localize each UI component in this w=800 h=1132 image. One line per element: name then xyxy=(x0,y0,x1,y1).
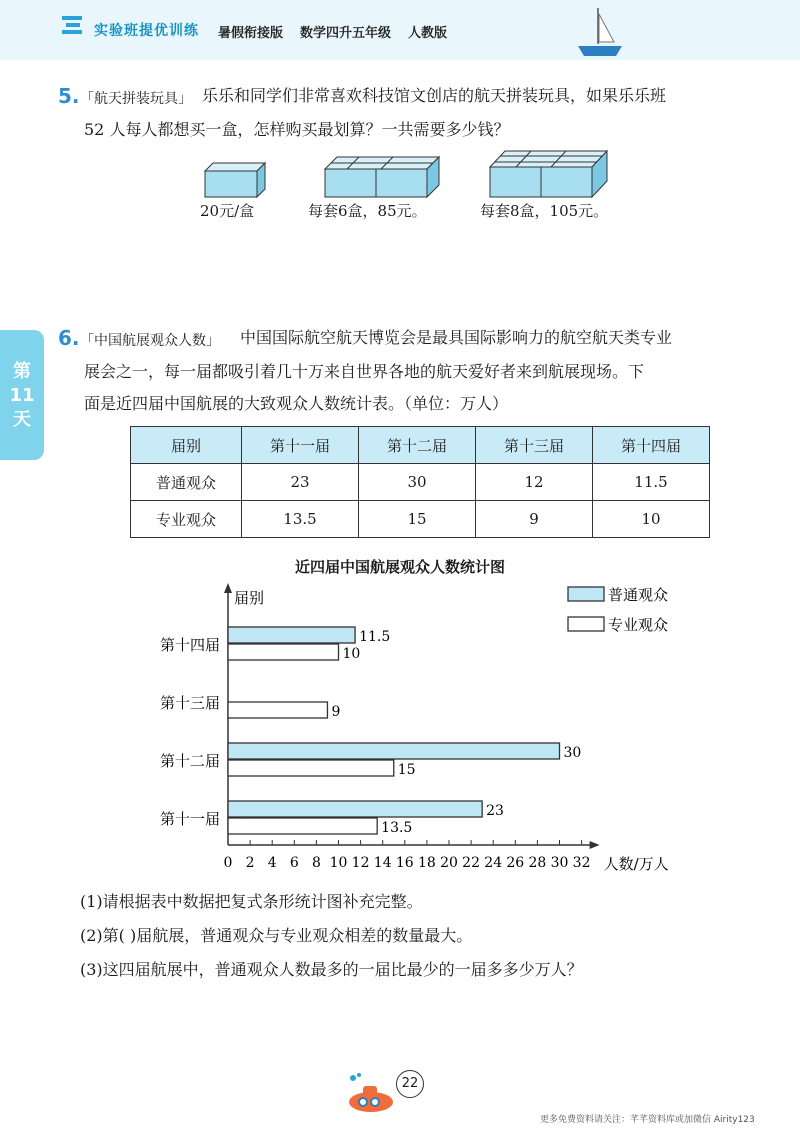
bar xyxy=(228,760,394,776)
brand-title: 实验班提优训练 xyxy=(94,23,199,39)
table-cell: 12 xyxy=(476,464,593,501)
legend-swatch xyxy=(568,617,604,631)
problem-5-tag-text: 航天拼装玩具 xyxy=(94,91,178,107)
table-header-cell: 第十二届 xyxy=(359,427,476,464)
toy-box-illustrations xyxy=(195,145,625,205)
option-six-caption: 每套6盒，85元。 xyxy=(308,202,427,220)
x-tick-label: 26 xyxy=(506,855,525,871)
bar-value-label: 15 xyxy=(397,762,416,778)
table-row xyxy=(131,501,710,538)
x-tick-label: 4 xyxy=(267,855,277,871)
bar xyxy=(228,644,339,660)
y-axis-arrow xyxy=(224,583,232,593)
problem-6-tag-text: 中国航展观众人数 xyxy=(94,333,206,349)
option-single-caption: 20元/盒 xyxy=(200,202,255,220)
y-axis-label: 届别 xyxy=(234,589,265,607)
bar-value-label: 13.5 xyxy=(381,820,413,836)
x-tick-label: 8 xyxy=(311,855,321,871)
category-label: 第十三届 xyxy=(159,694,220,712)
table-cell: 9 xyxy=(476,501,593,538)
day-tab-label: 第11天 xyxy=(9,361,35,430)
single-box-icon xyxy=(205,163,265,197)
problem-5-line-2: 52 人每人都想买一盒，怎样购买最划算？一共需要多少钱？ xyxy=(84,120,510,139)
bar-value-label: 11.5 xyxy=(359,629,391,645)
x-tick-label: 16 xyxy=(395,855,414,871)
problem-5-line-1: 乐乐和同学们非常喜欢科技馆文创店的航天拼装玩具，如果乐乐班 xyxy=(202,86,667,105)
x-tick-label: 6 xyxy=(289,855,299,871)
problem-5-tag: 「航天拼装玩具」 xyxy=(80,91,192,107)
x-tick-label: 24 xyxy=(484,855,503,871)
x-tick-label: 12 xyxy=(351,855,370,871)
x-tick-label: 14 xyxy=(373,855,392,871)
x-tick-label: 2 xyxy=(245,855,255,871)
table-cell: 专业观众 xyxy=(131,501,242,538)
bar xyxy=(228,627,355,643)
problem-6-line-3: 面是近四届中国航展的大致观众人数统计表。（单位：万人） xyxy=(84,394,509,413)
x-axis-label: 人数/万人 xyxy=(603,855,669,873)
bar-value-label: 23 xyxy=(486,803,504,819)
x-tick-label: 32 xyxy=(572,855,591,871)
table-cell: 30 xyxy=(359,464,476,501)
table-cell: 13.5 xyxy=(242,501,359,538)
bar-value-label: 9 xyxy=(331,704,341,720)
problem-6-line-1: 中国国际航空航天博览会是最具国际影响力的航空航天类专业 xyxy=(240,328,673,347)
eight-box-set-icon xyxy=(490,151,607,197)
bar xyxy=(228,818,377,834)
table-cell: 普通观众 xyxy=(131,464,242,501)
footer-note: 更多免费资料请关注：芊芊资料库或加微信 Airity123 xyxy=(540,1115,755,1125)
category-label: 第十二届 xyxy=(159,752,220,770)
bar xyxy=(228,801,482,817)
x-tick-label: 30 xyxy=(550,855,569,871)
submarine-icon xyxy=(345,1072,401,1116)
sailboat-icon xyxy=(570,4,630,60)
category-label: 第十四届 xyxy=(159,636,220,654)
table-header-cell: 届别 xyxy=(131,427,242,464)
legend-swatch xyxy=(568,587,604,601)
question-3: (3)这四届航展中，普通观众人数最多的一届比最少的一届多多少万人？ xyxy=(80,960,583,979)
edition-label: 暑假衔接版 xyxy=(218,26,284,41)
bar xyxy=(228,702,327,718)
chart-title: 近四届中国航展观众人数统计图 xyxy=(294,558,505,576)
logo-icon xyxy=(60,12,86,38)
question-1: (1)请根据表中数据把复式条形统计图补充完整。 xyxy=(80,892,423,911)
problem-5-number: 5. xyxy=(58,84,80,108)
page-number: 22 xyxy=(396,1070,424,1098)
option-eight-caption: 每套8盒，105元。 xyxy=(480,202,609,220)
x-tick-label: 18 xyxy=(417,855,436,871)
x-tick-label: 20 xyxy=(440,855,458,871)
table-header-cell: 第十三届 xyxy=(476,427,593,464)
bar-chart xyxy=(0,575,800,885)
question-2: (2)第( )届航展，普通观众与专业观众相差的数量最大。 xyxy=(80,926,473,945)
category-label: 第十一届 xyxy=(159,810,220,828)
x-tick-label: 28 xyxy=(528,855,547,871)
audience-table xyxy=(130,426,710,538)
table-cell: 23 xyxy=(242,464,359,501)
x-tick-label: 22 xyxy=(462,855,481,871)
six-box-set-icon xyxy=(325,157,439,197)
legend-label: 普通观众 xyxy=(608,586,669,604)
bar-value-label: 10 xyxy=(342,646,361,662)
table-row xyxy=(131,464,710,501)
x-axis-arrow xyxy=(590,841,600,849)
problem-6-number: 6. xyxy=(58,326,80,350)
table-header-cell: 第十一届 xyxy=(242,427,359,464)
grade-label: 数学四升五年级 xyxy=(300,26,392,41)
table-cell: 10 xyxy=(593,501,710,538)
x-tick-label: 0 xyxy=(223,855,233,871)
legend-label: 专业观众 xyxy=(608,616,669,634)
table-cell: 15 xyxy=(359,501,476,538)
bar xyxy=(228,743,560,759)
table-header-cell: 第十四届 xyxy=(593,427,710,464)
problem-6-tag: 「中国航展观众人数」 xyxy=(80,333,220,349)
bar-value-label: 30 xyxy=(563,745,582,761)
problem-6-line-2: 展会之一，每一届都吸引着几十万来自世界各地的航天爱好者来到航展现场。下 xyxy=(84,362,645,381)
table-header-row xyxy=(131,427,710,464)
x-tick-label: 10 xyxy=(329,855,348,871)
publisher-label: 人教版 xyxy=(408,26,448,41)
table-cell: 11.5 xyxy=(593,464,710,501)
